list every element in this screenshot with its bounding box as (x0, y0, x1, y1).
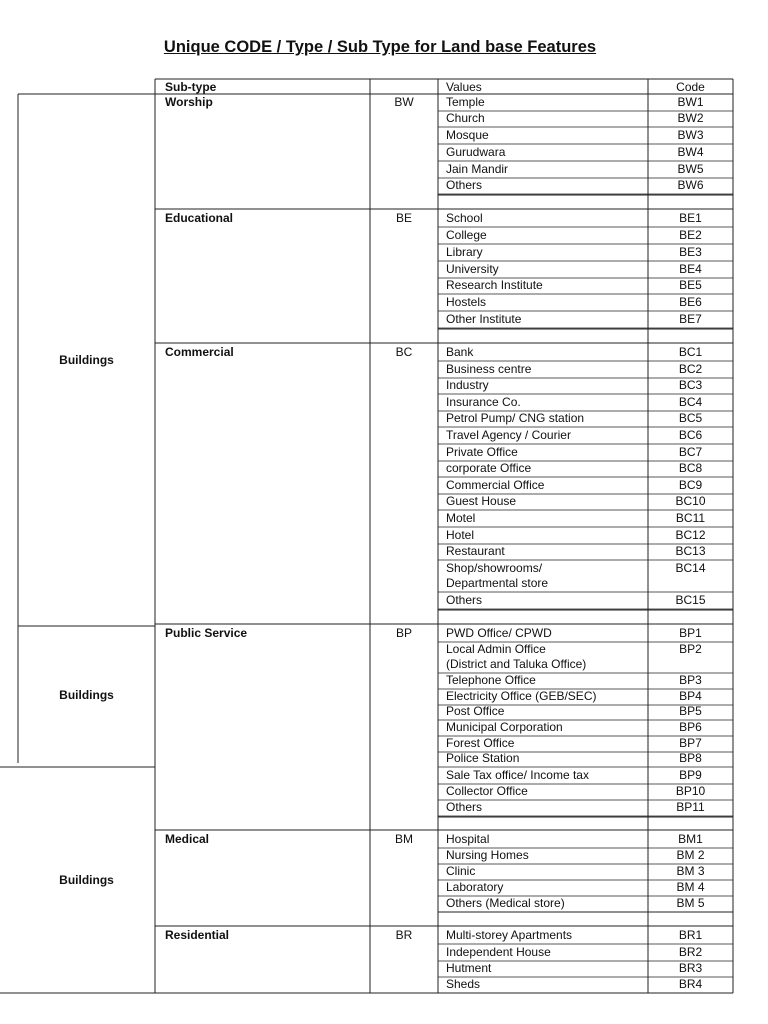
code-cell: BP8 (679, 751, 702, 765)
subtype-label: Residential (165, 928, 230, 942)
code-cell: BP5 (679, 704, 702, 718)
code-cell: BC10 (675, 494, 706, 508)
code-cell: BC11 (675, 511, 706, 525)
code-cell: BC6 (678, 428, 703, 442)
code-cell: BR3 (678, 961, 703, 975)
code-cell: BW3 (677, 128, 704, 142)
code-cell: BP2 (679, 642, 702, 656)
code-cell: BW6 (677, 178, 704, 192)
code-cell: BE3 (679, 245, 702, 259)
value-cell: Motel (446, 511, 476, 525)
code-cell: BC12 (675, 528, 706, 542)
value-cell: Forest Office (446, 736, 515, 750)
value-cell: Multi-storey Apartments (446, 928, 573, 942)
value-cell: Independent House (446, 945, 551, 959)
subtype-label: Worship (165, 95, 213, 109)
code-cell: BE1 (679, 211, 702, 225)
value-cell: Telephone Office (446, 673, 536, 687)
code-cell: BC7 (678, 445, 703, 459)
code-cell: BW2 (677, 111, 704, 125)
document-title: Unique CODE / Type / Sub Type for Land base Features (163, 38, 597, 56)
value-cell: Municipal Corporation (446, 720, 563, 734)
value-cell: Hotel (446, 528, 475, 542)
type-prefix: BW (394, 95, 414, 109)
value-cell: Collector Office (446, 784, 528, 798)
group-label: Buildings (59, 873, 114, 887)
code-cell: BE2 (679, 228, 702, 242)
code-cell: BM 3 (676, 864, 705, 878)
subtype-label: Medical (165, 832, 210, 846)
code-cell: BR4 (678, 977, 703, 991)
code-cell: BC9 (678, 478, 703, 492)
group-label: Buildings (59, 353, 114, 367)
value-cell: Others (446, 178, 483, 192)
value-cell: Local Admin Office (446, 642, 546, 656)
subtype-label: Public Service (165, 626, 248, 640)
code-cell: BE7 (679, 312, 702, 326)
value-cell: Private Office (446, 445, 518, 459)
value-cell: College (446, 228, 487, 242)
value-cell: Electricity Office (GEB/SEC) (446, 689, 597, 703)
code-cell: BM 2 (676, 848, 705, 862)
code-cell: BC13 (675, 544, 706, 558)
value-cell: University (446, 262, 499, 276)
code-cell: BC15 (675, 593, 706, 607)
value-cell: Jain Mandir (446, 162, 509, 176)
code-cell: BC2 (678, 362, 703, 376)
code-cell: BP11 (676, 800, 705, 814)
type-prefix: BR (395, 928, 413, 942)
code-cell: BP7 (679, 736, 702, 750)
value-cell: Petrol Pump/ CNG station (446, 411, 585, 425)
value-cell: Police Station (446, 751, 520, 765)
value-cell: Temple (446, 95, 485, 109)
value-cell: Nursing Homes (446, 848, 529, 862)
value-cell: Clinic (446, 864, 476, 878)
header-code: Code (676, 80, 705, 94)
code-cell: BM 4 (676, 880, 705, 894)
value-cell: Post Office (446, 704, 505, 718)
value-cell: Others (446, 800, 483, 814)
code-cell: BC1 (678, 345, 703, 359)
value-cell: Laboratory (446, 880, 504, 894)
code-cell: BP9 (679, 768, 702, 782)
code-cell: BM1 (678, 832, 703, 846)
value-cell: Research Institute (446, 278, 543, 292)
type-prefix: BP (395, 626, 412, 640)
value-cell: Church (446, 111, 485, 125)
code-cell: BC3 (678, 378, 703, 392)
subtype-label: Educational (165, 211, 234, 225)
group-label: Buildings (59, 688, 114, 702)
code-cell: BW5 (677, 162, 704, 176)
code-cell: BP10 (675, 784, 706, 798)
code-cell: BW4 (677, 145, 704, 159)
type-prefix: BC (395, 345, 413, 359)
value-cell: Shop/showrooms/ (446, 561, 543, 575)
value-cell: Hostels (446, 295, 487, 309)
code-cell: BW1 (677, 95, 704, 109)
value-cell-continued: (District and Taluka Office) (446, 657, 587, 671)
header-values: Values (446, 80, 482, 94)
value-cell: Industry (446, 378, 489, 392)
value-cell: Travel Agency / Courier (446, 428, 571, 442)
value-cell: Gurudwara (446, 145, 506, 159)
value-cell: Others (446, 593, 483, 607)
value-cell-continued: Departmental store (446, 576, 549, 590)
value-cell: Library (446, 245, 483, 259)
value-cell: Restaurant (446, 544, 505, 558)
value-cell: Other Institute (446, 312, 522, 326)
type-prefix: BE (395, 211, 412, 225)
code-cell: BC14 (675, 561, 706, 575)
code-cell: BR1 (678, 928, 703, 942)
value-cell: Bank (446, 345, 474, 359)
value-cell: Others (Medical store) (446, 896, 565, 910)
code-cell: BE5 (679, 278, 702, 292)
value-cell: Hospital (446, 832, 490, 846)
value-cell: PWD Office/ CPWD (446, 626, 552, 640)
value-cell: Commercial Office (446, 478, 545, 492)
code-cell: BE4 (679, 262, 702, 276)
code-cell: BC8 (678, 461, 703, 475)
code-cell: BP3 (679, 673, 702, 687)
value-cell: Guest House (446, 494, 517, 508)
value-cell: Insurance Co. (446, 395, 521, 409)
code-cell: BE6 (679, 295, 702, 309)
code-cell: BP6 (679, 720, 702, 734)
code-cell: BP4 (679, 689, 702, 703)
value-cell: School (446, 211, 483, 225)
value-cell: Sale Tax office/ Income tax (446, 768, 589, 782)
code-cell: BC4 (678, 395, 703, 409)
value-cell: Sheds (446, 977, 481, 991)
code-cell: BC5 (678, 411, 703, 425)
header-subtype: Sub-type (165, 80, 217, 94)
type-prefix: BM (395, 832, 413, 846)
subtype-label: Commercial (165, 345, 234, 359)
value-cell: Mosque (446, 128, 489, 142)
code-cell: BR2 (678, 945, 703, 959)
value-cell: Business centre (446, 362, 532, 376)
code-cell: BM 5 (676, 896, 705, 910)
value-cell: Hutment (446, 961, 492, 975)
code-cell: BP1 (679, 626, 702, 640)
value-cell: corporate Office (446, 461, 532, 475)
